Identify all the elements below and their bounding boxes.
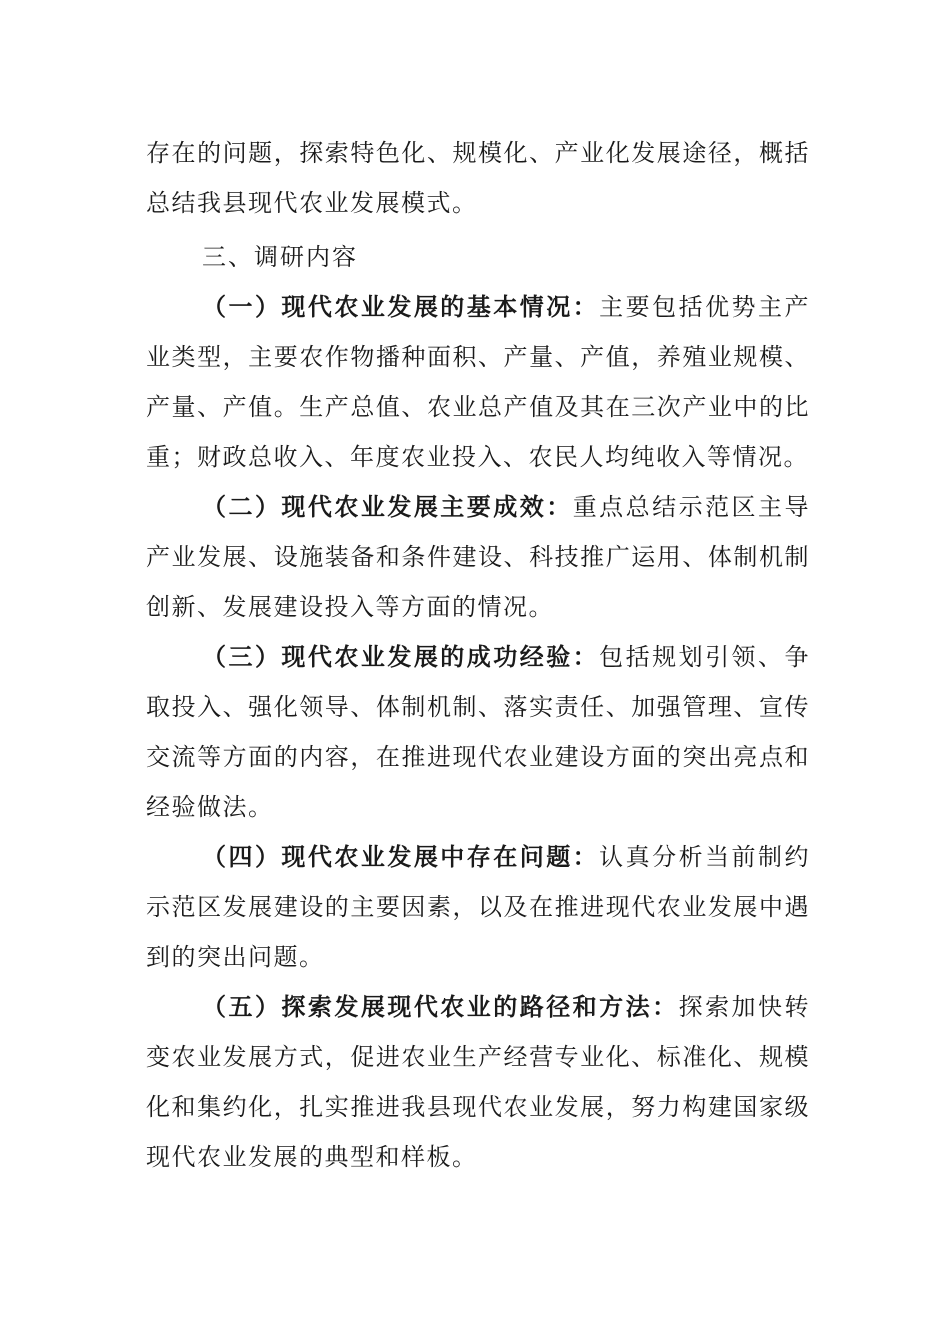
item-paragraph-4 bbox=[146, 832, 810, 982]
intro-text: 存在的问题，探索特色化、规模化、产业化发展途径，概括总结我县现代农业发展模式。 bbox=[146, 139, 810, 217]
document-body bbox=[146, 128, 810, 1182]
item-text-1: 主要包括优势主产业类型，主要农作物播种面积、产量、产值，养殖业规模、产量、产值。生产总值、农业总产值及其在三次产业中的比重；财政总收入、年度农业投入、农民人均纯收入等情况。 bbox=[146, 293, 811, 471]
intro-paragraph bbox=[146, 128, 810, 228]
item-paragraph-3 bbox=[146, 632, 810, 832]
section-heading bbox=[146, 232, 810, 282]
item-paragraph-5 bbox=[146, 982, 810, 1182]
section-heading-text: 三、调研内容 bbox=[202, 243, 358, 271]
item-text-5: 探索加快转变农业发展方式，促进农业生产经营专业化、标准化、规模化和集约化，扎实推进我县现代农业发展，努力构建国家级现代农业发展的典型和样板。 bbox=[146, 993, 811, 1171]
item-label-4: （四）现代农业发展中存在问题： bbox=[202, 842, 600, 871]
item-label-5: （五）探索发展现代农业的路径和方法： bbox=[202, 992, 679, 1021]
item-paragraph-1 bbox=[146, 282, 810, 482]
item-label-2: （二）现代农业发展主要成效： bbox=[202, 492, 573, 521]
item-text-4: 认真分析当前制约示范区发展建设的主要因素，以及在推进现代农业发展中遇到的突出问题。 bbox=[146, 843, 811, 971]
item-label-3: （三）现代农业发展的成功经验： bbox=[202, 642, 600, 671]
item-text-3: 包括规划引领、争取投入、强化领导、体制机制、落实责任、加强管理、宣传交流等方面的内容，在推进现代农业建设方面的突出亮点和经验做法。 bbox=[146, 643, 811, 821]
item-paragraph-2 bbox=[146, 482, 810, 632]
item-text-2: 重点总结示范区主导产业发展、设施装备和条件建设、科技推广运用、体制机制创新、发展建设投入等方面的情况。 bbox=[146, 493, 811, 621]
item-label-1: （一）现代农业发展的基本情况： bbox=[202, 292, 600, 321]
